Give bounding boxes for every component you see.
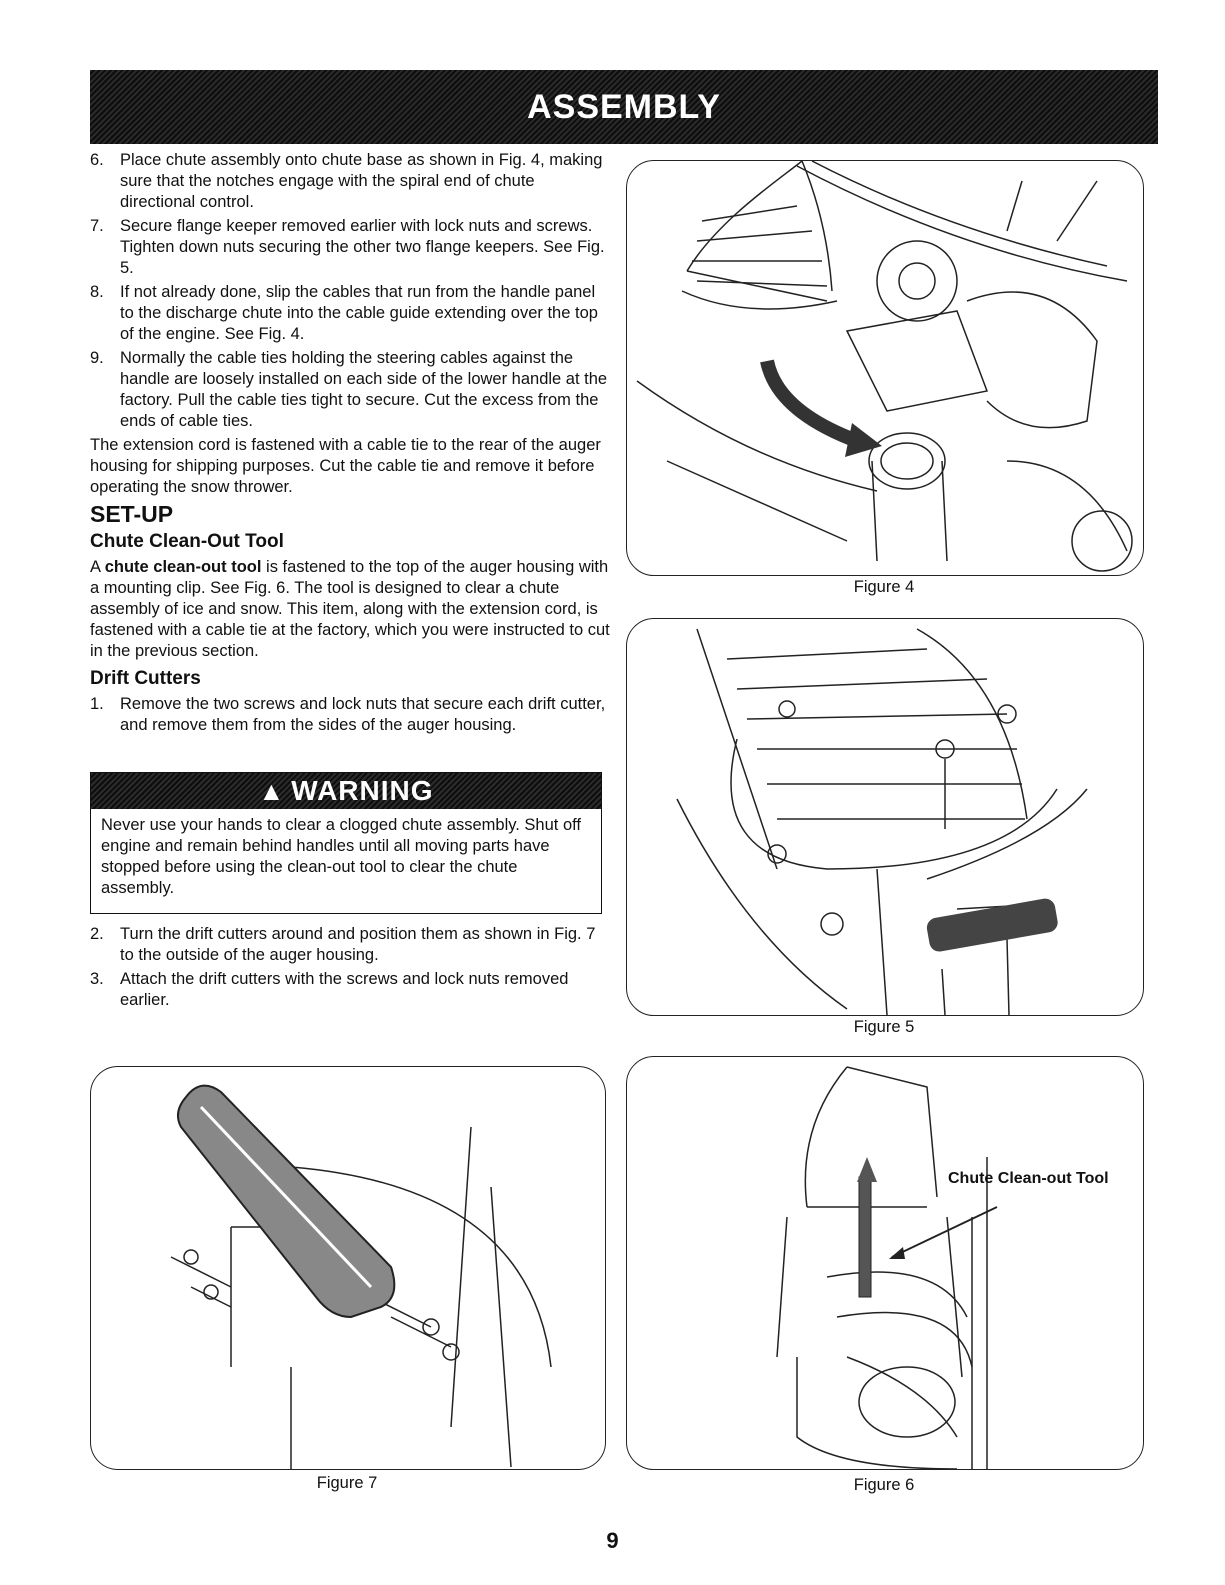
page-number: 9 xyxy=(606,1528,619,1553)
step-9: 9. Normally the cable ties holding the steering cables against the handle are loosely installed on each side of the lower handle at the factory. Pull the cable ties tight to secure. Cut the excess from the ends of cable ties. xyxy=(90,349,608,430)
figure-7-caption: Figure 7 xyxy=(316,1474,378,1492)
chute-tool-term: chute clean-out tool xyxy=(104,558,262,576)
drift-steps-continued xyxy=(90,924,610,1014)
figure-4-illustration xyxy=(626,160,1144,576)
setup-heading: SET-UP xyxy=(90,501,174,527)
step-6: 6. Place chute assembly onto chute base as shown in Fig. 4, making sure that the notches engage with the spiral end of chute directional control. xyxy=(90,151,603,211)
drift-step-3: 3. Attach the drift cutters with the screws and lock nuts removed earlier. xyxy=(90,970,569,1009)
chute-cleanout-tool-drawing xyxy=(627,1057,1143,1469)
drift-cutters-heading: Drift Cutters xyxy=(90,668,201,689)
step-7: 7. Secure flange keeper removed earlier with lock nuts and screws. Tighten down nuts securing the other two flange keepers. See Fig. 5. xyxy=(90,217,605,277)
step-8: 8. If not already done, slip the cables that run from the handle panel to the discharge chute into the cable guide extending over the top of the engine. See Fig. 4. xyxy=(90,283,598,343)
figure-7-illustration xyxy=(90,1066,606,1470)
figure-5-illustration xyxy=(626,618,1144,1016)
drift-cutter-drawing xyxy=(91,1067,605,1469)
warning-box xyxy=(90,772,602,914)
chute-tool-heading: Chute Clean-Out Tool xyxy=(90,531,284,552)
figure-4-caption: Figure 4 xyxy=(853,578,915,596)
assembly-banner xyxy=(90,70,1158,144)
figure-6-illustration xyxy=(626,1056,1144,1470)
drift-step-1: 1. Remove the two screws and lock nuts that secure each drift cutter, and remove them from the sides of the auger housing. xyxy=(90,695,606,734)
figure-5-caption: Figure 5 xyxy=(853,1018,915,1036)
chute-cleanout-tool-label: Chute Clean-out Tool xyxy=(948,1170,1109,1187)
assembly-steps xyxy=(90,150,610,432)
extension-cord-note: The extension cord is fastened with a cable tie to the rear of the auger housing for shipping purposes. Cut the cable tie and remove it before operating the snow thrower. xyxy=(90,436,601,496)
drift-step-1-list xyxy=(90,694,610,736)
drift-step-2: 2. Turn the drift cutters around and position them as shown in Fig. 7 to the outside of the auger housing. xyxy=(90,925,596,964)
warning-text: Never use your hands to clear a clogged chute assembly. Shut off engine and remain behind handles until all moving parts have stopped before using the clean-out tool to clear the chute assembly. xyxy=(101,816,581,897)
warning-triangle-icon: ▲ xyxy=(258,775,286,806)
figure-6-caption: Figure 6 xyxy=(853,1476,915,1494)
text-column xyxy=(90,150,610,739)
warning-header: ▲ WARNING xyxy=(91,773,601,809)
chute-assembly-drawing xyxy=(627,161,1143,575)
banner-title: ASSEMBLY xyxy=(527,87,721,126)
flange-keeper-drawing xyxy=(627,619,1143,1015)
chute-tool-paragraph: A chute clean-out tool is fastened to the top of the auger housing with a mounting clip. See Fig. 6. The tool is designed to clear a chute assembly of ice and snow. This item, along with the extension cord, is fastened with a cable tie at the factory, which you were instructed to cut in the previous section. xyxy=(90,558,610,660)
